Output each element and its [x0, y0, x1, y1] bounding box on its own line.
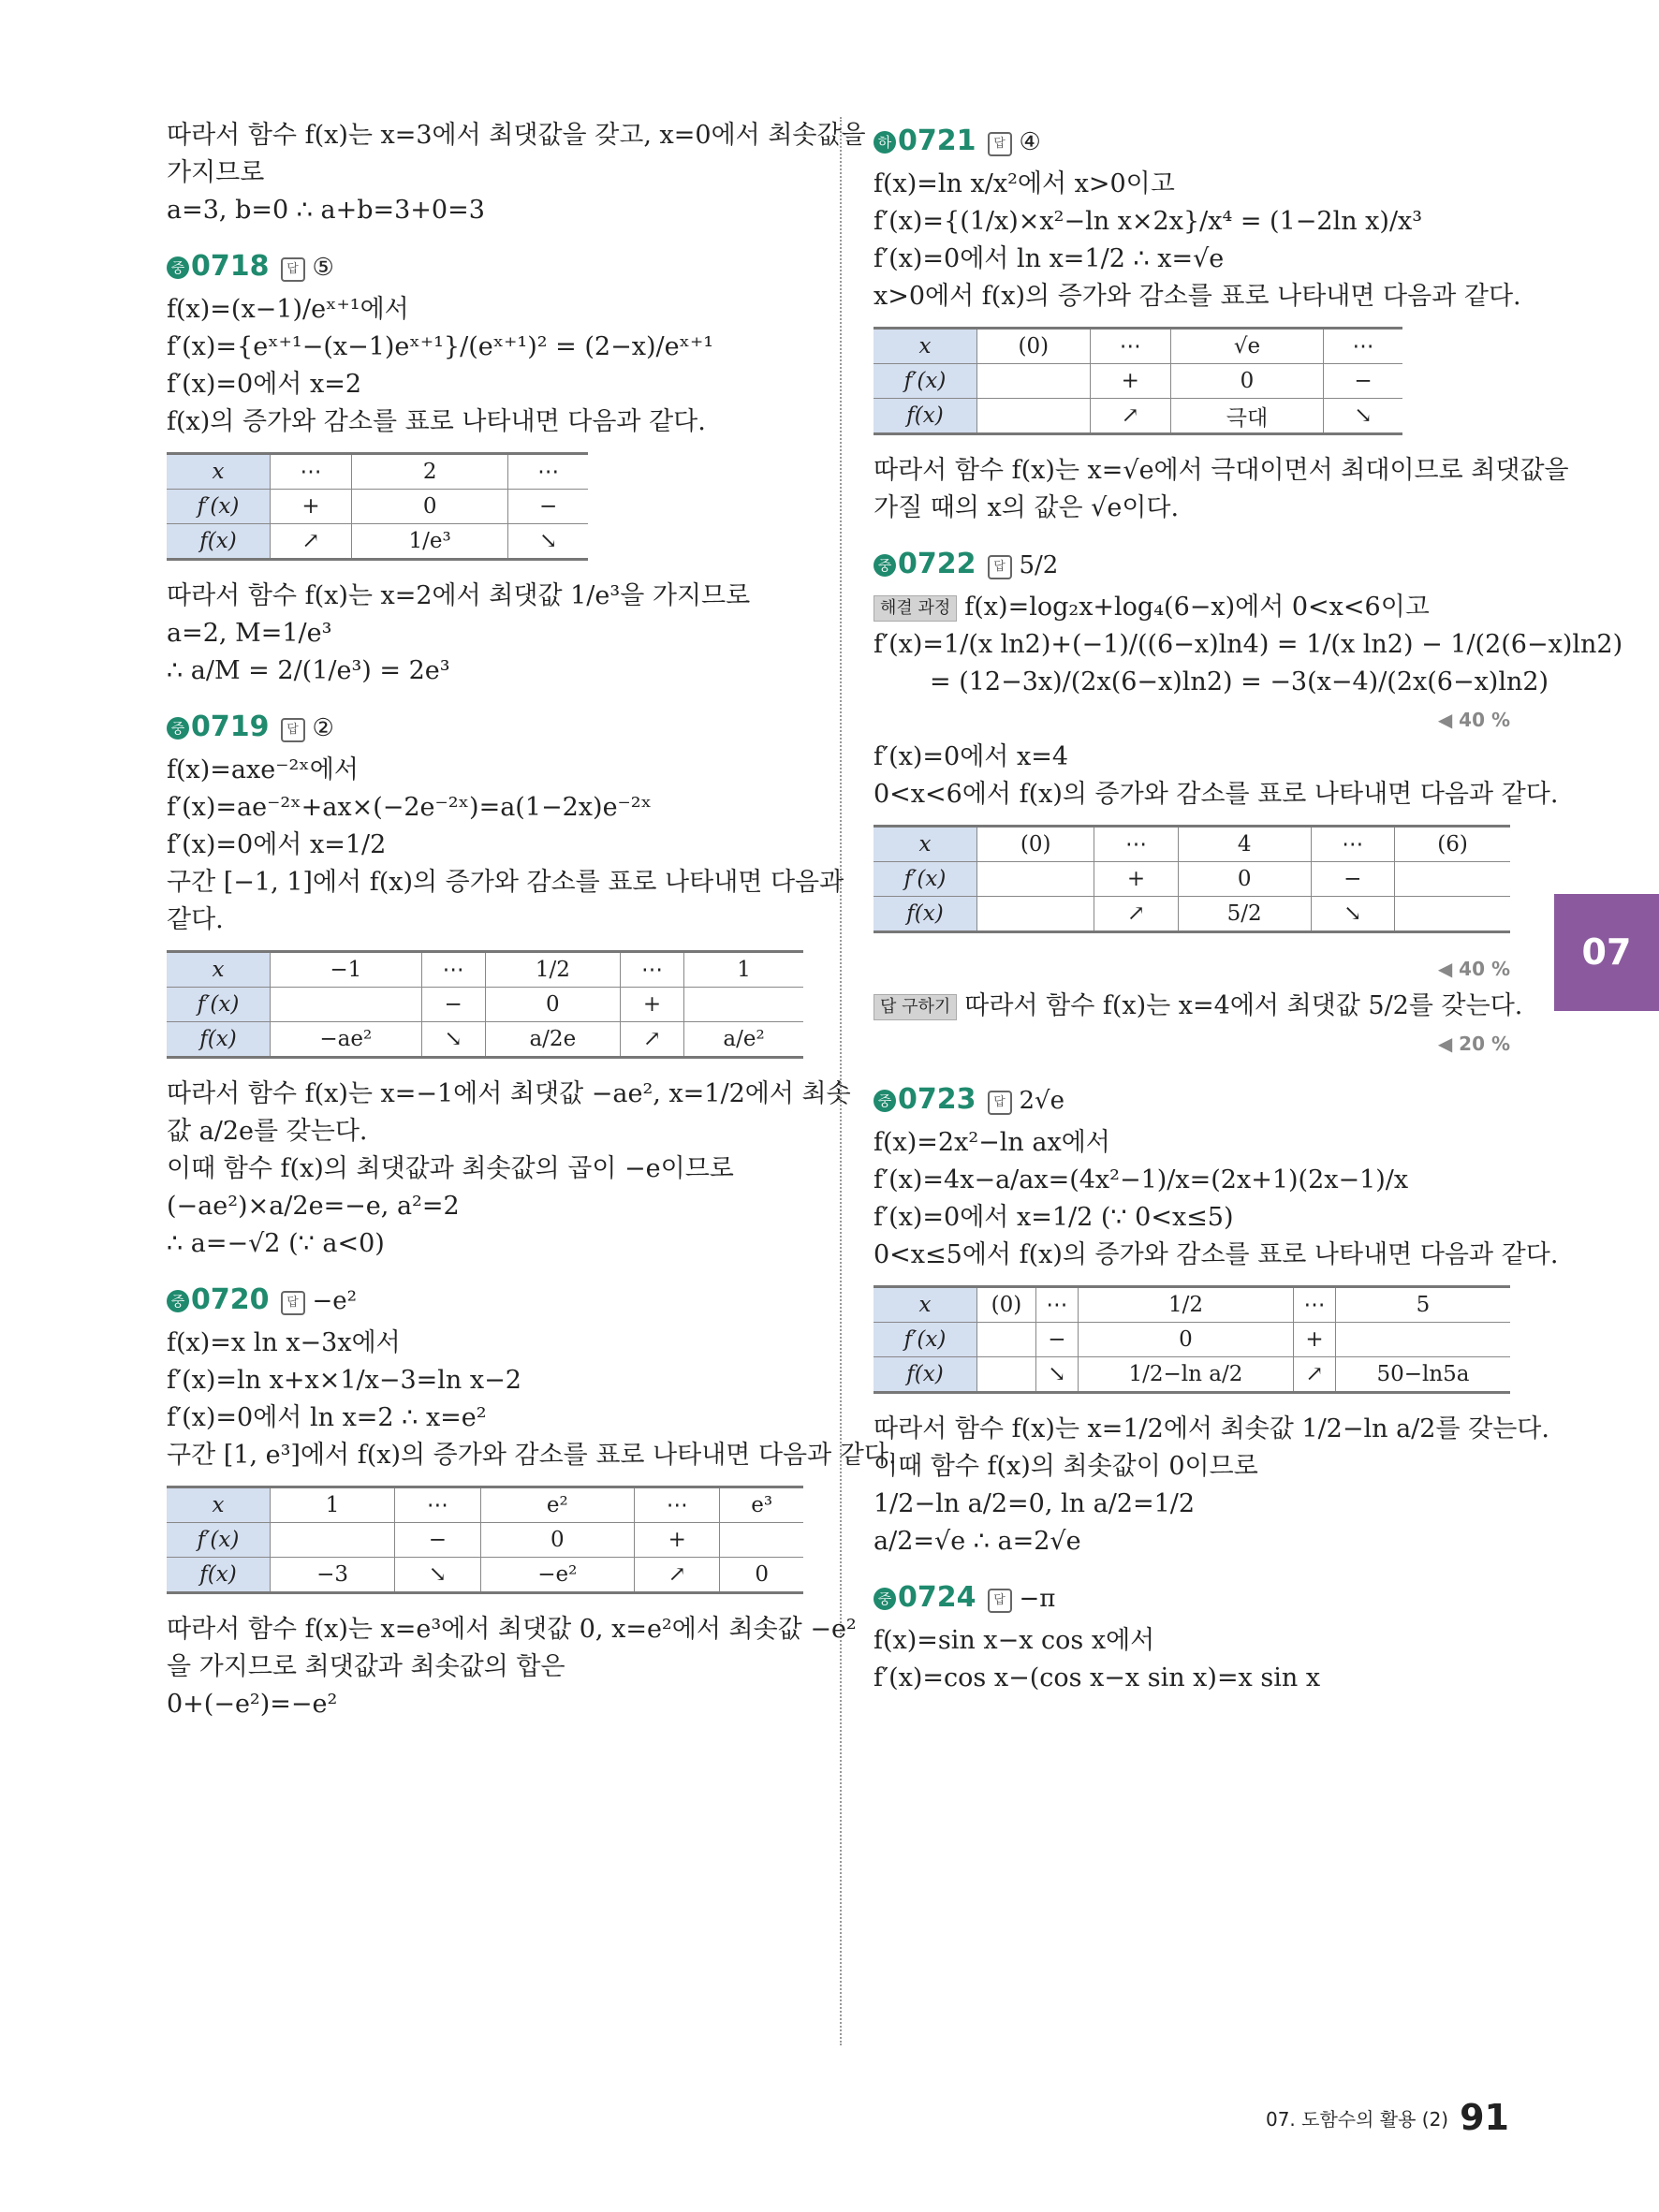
table-cell: − [508, 490, 588, 524]
problem-header [167, 1276, 803, 1325]
answer-badge: 답 [988, 1589, 1012, 1613]
table-cell: √e [1170, 329, 1323, 364]
table-cell: ↗ [634, 1558, 720, 1593]
table-cell: 2 [351, 454, 507, 490]
variation-table [874, 825, 1510, 933]
table-cell [684, 988, 803, 1022]
table-cell: ⋯ [634, 1487, 720, 1523]
text-line: f(x)=axe⁻²ˣ에서 [167, 755, 359, 784]
problem-number: 0719 [191, 710, 270, 743]
answer-badge: 답 [988, 555, 1012, 579]
table-cell: − [421, 988, 485, 1022]
problem-header [874, 1574, 1510, 1622]
table-cell [1395, 862, 1510, 897]
chapter-title: 07. 도함수의 활용 (2) [1265, 2108, 1449, 2131]
problem-header [167, 703, 803, 752]
table-cell: ⋯ [1324, 329, 1402, 364]
table-cell: f′(x) [874, 364, 977, 399]
problem-number: 0718 [191, 250, 270, 283]
text-line: f′(x)=1/(x ln2)+(−1)/((6−x)ln4) = 1/(x ln2) − 1/(2(6−x)ln2) [874, 630, 1623, 659]
table-cell [977, 897, 1094, 932]
table-cell [977, 399, 1091, 434]
text-line: f′(x)=0에서 x=1/2 (∵ 0<x≤5) [874, 1203, 1234, 1232]
table-cell: −1 [271, 952, 422, 988]
text-line: 따라서 함수 f(x)는 x=−1에서 최댓값 −ae², x=1/2에서 최솟 [167, 1079, 851, 1108]
text-line: 따라서 함수 f(x)는 x=√e에서 극대이면서 최대이므로 최댓값을 [874, 456, 1569, 485]
text-line: 0<x≤5에서 f(x)의 증가와 감소를 표로 나타내면 다음과 같다. [874, 1240, 1559, 1269]
table-cell: 극대 [1170, 399, 1323, 434]
text-line: f′(x)=0에서 x=2 [167, 370, 361, 399]
table-cell: ⋯ [395, 1487, 481, 1523]
table-cell: 0 [1170, 364, 1323, 399]
right-column [874, 117, 1623, 1697]
table-cell: f(x) [167, 1558, 271, 1593]
answer-badge: 답 [988, 132, 1012, 156]
page-number: 91 [1460, 2097, 1509, 2138]
table-cell: 0 [720, 1558, 803, 1593]
table-cell: + [271, 490, 352, 524]
table-cell: ↗ [1094, 897, 1179, 932]
text-line: 따라서 함수 f(x)는 x=1/2에서 최솟값 1/2−ln a/2를 갖는다. [874, 1414, 1549, 1443]
text-line: a=3, b=0 ∴ a+b=3+0=3 [167, 196, 485, 225]
table-cell: f′(x) [874, 1323, 977, 1357]
answer-value: ④ [1019, 128, 1041, 156]
problem-header [874, 540, 1510, 589]
table-cell: x [874, 827, 977, 862]
text-line: f′(x)=ln x+x×1/x−3=ln x−2 [167, 1366, 521, 1395]
table-cell: e³ [720, 1487, 803, 1523]
text-line: a=2, M=1/e³ [167, 619, 332, 648]
answer-badge: 답 [281, 1291, 305, 1315]
problem-0723 [874, 1076, 1559, 1560]
table-cell: ⋯ [620, 952, 683, 988]
problem-0720 [167, 1276, 897, 1723]
score-percent: ◀ 40 % [1437, 958, 1510, 980]
table-cell: + [634, 1523, 720, 1558]
table-cell: x [167, 952, 271, 988]
text-line: 1/2−ln a/2=0, ln a/2=1/2 [874, 1489, 1196, 1518]
text-line: ∴ a/M = 2/(1/e³) = 2e³ [167, 656, 450, 685]
table-cell: f(x) [167, 1022, 271, 1058]
table-cell: 4 [1178, 827, 1311, 862]
answer-value: 5/2 [1019, 551, 1059, 579]
text-line: f(x)=sin x−x cos x에서 [874, 1626, 1155, 1655]
table-cell: 1/2−ln a/2 [1078, 1357, 1293, 1393]
answer-value: −π [1019, 1585, 1056, 1613]
table-cell [271, 1523, 395, 1558]
level-badge: 중 [874, 1090, 896, 1112]
table-cell: ↗ [271, 524, 352, 560]
table-cell: ↘ [1324, 399, 1402, 434]
table-cell [271, 988, 422, 1022]
text-line: 0+(−e²)=−e² [167, 1690, 338, 1719]
text-line: x>0에서 f(x)의 증가와 감소를 표로 나타내면 다음과 같다. [874, 282, 1521, 311]
table-cell: ↘ [1311, 897, 1395, 932]
text-line [874, 589, 1510, 626]
table-cell: f(x) [167, 524, 271, 560]
level-badge: 중 [167, 1290, 189, 1312]
text-line: f′(x)={eˣ⁺¹−(x−1)eˣ⁺¹}/(eˣ⁺¹)² = (2−x)/eˣ⁺¹ [167, 332, 714, 361]
answer-value: ⑤ [312, 254, 334, 282]
table-cell [977, 1323, 1036, 1357]
variation-table [167, 950, 803, 1059]
level-badge: 중 [167, 256, 189, 279]
table-cell: ↗ [1294, 1357, 1336, 1393]
problem-0724 [874, 1574, 1510, 1697]
answer-value: ② [312, 714, 334, 742]
text-line: f′(x)=ae⁻²ˣ+ax×(−2e⁻²ˣ)=a(1−2x)e⁻²ˣ [167, 793, 653, 822]
table-cell: + [1094, 862, 1179, 897]
table-cell: − [1035, 1323, 1078, 1357]
text-span: 따라서 함수 f(x)는 x=4에서 최댓값 5/2를 갖는다. [964, 991, 1523, 1020]
answer-badge: 답 [988, 1091, 1012, 1115]
table-cell: + [620, 988, 683, 1022]
text-line: f′(x)=0에서 x=1/2 [167, 830, 387, 859]
table-cell: 0 [351, 490, 507, 524]
problem-number: 0720 [191, 1283, 270, 1316]
text-line: 구간 [−1, 1]에서 f(x)의 증가와 감소를 표로 나타내면 다음과 [167, 868, 844, 897]
text-line: 이때 함수 f(x)의 최댓값과 최솟값의 곱이 −e이므로 [167, 1154, 734, 1183]
table-cell: x [167, 454, 271, 490]
table-cell: ⋯ [421, 952, 485, 988]
text-line [874, 988, 1523, 1025]
table-cell: ⋯ [508, 454, 588, 490]
table-cell: −e² [480, 1558, 634, 1593]
answer-value: −e² [312, 1287, 358, 1315]
table-cell: −3 [271, 1558, 395, 1593]
text-line: f′(x)=cos x−(cos x−x sin x)=x sin x [874, 1663, 1321, 1692]
text-line: f′(x)={(1/x)×x²−ln x×2x}/x⁴ = (1−2ln x)/x³ [874, 207, 1423, 236]
answer-tag: 답 구하기 [874, 994, 957, 1020]
table-cell [720, 1523, 803, 1558]
text-line: 0<x<6에서 f(x)의 증가와 감소를 표로 나타내면 다음과 같다. [874, 780, 1559, 809]
table-cell: 50−ln5a [1335, 1357, 1510, 1393]
problem-number: 0724 [898, 1581, 976, 1614]
variation-table [874, 327, 1402, 435]
text-line: 구간 [1, e³]에서 f(x)의 증가와 감소를 표로 나타내면 다음과 같다. [167, 1441, 897, 1470]
table-cell: − [395, 1523, 481, 1558]
score-percent: ◀ 20 % [1437, 1033, 1510, 1055]
text-line: f(x)=(x−1)/eˣ⁺¹에서 [167, 295, 409, 324]
answer-badge: 답 [281, 257, 305, 282]
table-cell: x [874, 1287, 977, 1323]
table-cell: 1/2 [485, 952, 620, 988]
problem-number: 0723 [898, 1083, 976, 1116]
text-line: f(x)의 증가와 감소를 표로 나타내면 다음과 같다. [167, 407, 706, 436]
text-line: (−ae²)×a/2e=−e, a²=2 [167, 1192, 460, 1221]
level-badge: 중 [874, 554, 896, 577]
text-line: f(x)=ln x/x²에서 x>0이고 [874, 169, 1175, 198]
left-column [167, 117, 897, 1723]
table-cell: 5 [1335, 1287, 1510, 1323]
table-cell: 1 [684, 952, 803, 988]
problem-0721 [874, 117, 1569, 527]
table-cell: e² [480, 1487, 634, 1523]
table-cell [1395, 897, 1510, 932]
table-cell: f′(x) [167, 988, 271, 1022]
text-line: 가질 때의 x의 값은 √e이다. [874, 493, 1180, 522]
level-badge: 중 [167, 717, 189, 740]
problem-header [874, 1076, 1510, 1124]
table-cell: 1/2 [1078, 1287, 1293, 1323]
problem-0722 [874, 540, 1623, 1062]
text-line: f(x)=2x²−ln ax에서 [874, 1128, 1110, 1157]
text-line: 값 a/2e를 갖는다. [167, 1117, 368, 1146]
table-cell: 0 [1078, 1323, 1293, 1357]
table-cell [977, 862, 1094, 897]
table-cell: 0 [1178, 862, 1311, 897]
table-cell: (0) [977, 827, 1094, 862]
table-cell: − [1324, 364, 1402, 399]
table-cell: f′(x) [167, 490, 271, 524]
table-cell: 5/2 [1178, 897, 1311, 932]
table-cell: + [1294, 1323, 1336, 1357]
table-cell: a/2e [485, 1022, 620, 1058]
table-cell [1335, 1323, 1510, 1357]
variation-table [167, 452, 588, 561]
variation-table [874, 1285, 1510, 1394]
table-cell: ⋯ [1294, 1287, 1336, 1323]
chapter-side-tab: 07 [1554, 894, 1659, 1011]
table-cell [977, 1357, 1036, 1393]
problem-0718 [167, 242, 803, 690]
text-line: 을 가지므로 최댓값과 최솟값의 합은 [167, 1652, 565, 1681]
variation-table [167, 1486, 803, 1594]
problem-number: 0721 [898, 125, 976, 157]
level-badge: 중 [874, 1588, 896, 1610]
table-cell: ⋯ [271, 454, 352, 490]
text-span: f(x)=log₂x+log₄(6−x)에서 0<x<6이고 [964, 593, 1430, 622]
problem-header [167, 242, 803, 291]
table-cell: ↘ [1035, 1357, 1078, 1393]
table-cell: x [167, 1487, 271, 1523]
table-cell: ⋯ [1035, 1287, 1078, 1323]
table-cell: a/e² [684, 1022, 803, 1058]
table-cell: ↗ [1090, 399, 1170, 434]
table-cell: f′(x) [167, 1523, 271, 1558]
text-line: 따라서 함수 f(x)는 x=e³에서 최댓값 0, x=e²에서 최솟값 −e² [167, 1615, 857, 1644]
table-cell: ↗ [620, 1022, 683, 1058]
table-cell: 0 [485, 988, 620, 1022]
table-cell [977, 364, 1091, 399]
table-cell: f(x) [874, 1357, 977, 1393]
text-line: a/2=√e ∴ a=2√e [874, 1527, 1081, 1556]
text-line: f(x)=x ln x−3x에서 [167, 1328, 401, 1357]
text-line: 따라서 함수 f(x)는 x=2에서 최댓값 1/e³을 가지므로 [167, 581, 751, 610]
text-line: 같다. [167, 905, 224, 934]
table-cell: − [1311, 862, 1395, 897]
table-cell: x [874, 329, 977, 364]
problem-0719 [167, 703, 851, 1263]
text-line: f′(x)=0에서 ln x=2 ∴ x=e² [167, 1403, 487, 1432]
text-line: 따라서 함수 f(x)는 x=3에서 최댓값을 갖고, x=0에서 최솟값을 [167, 121, 866, 150]
table-cell: f(x) [874, 897, 977, 932]
table-cell: (6) [1395, 827, 1510, 862]
table-cell: ⋯ [1311, 827, 1395, 862]
table-cell: (0) [977, 329, 1091, 364]
answer-value: 2√e [1019, 1087, 1064, 1115]
table-cell: (0) [977, 1287, 1036, 1323]
problem-number: 0722 [898, 548, 976, 580]
page-footer [1266, 2097, 1509, 2138]
text-line: 가지므로 [167, 158, 265, 187]
table-cell: 0 [480, 1523, 634, 1558]
level-badge: 하 [874, 131, 896, 154]
table-cell: 1/e³ [351, 524, 507, 560]
text-line: f′(x)=0에서 x=4 [874, 742, 1068, 771]
solution-process-tag: 해결 과정 [874, 595, 957, 622]
table-cell: 1 [271, 1487, 395, 1523]
table-cell: f(x) [874, 399, 977, 434]
table-cell: f′(x) [874, 862, 977, 897]
table-cell: −ae² [271, 1022, 422, 1058]
text-line: f′(x)=4x−a/ax=(4x²−1)/x=(2x+1)(2x−1)/x [874, 1165, 1409, 1194]
table-cell: ⋯ [1090, 329, 1170, 364]
text-line: f′(x)=0에서 ln x=1/2 ∴ x=√e [874, 244, 1225, 273]
table-cell: ↘ [421, 1022, 485, 1058]
text-line: 이때 함수 f(x)의 최솟값이 0이므로 [874, 1452, 1258, 1481]
text-line: ∴ a=−√2 (∵ a<0) [167, 1229, 385, 1258]
answer-badge: 답 [281, 718, 305, 742]
table-cell: ↘ [395, 1558, 481, 1593]
table-cell: ⋯ [1094, 827, 1179, 862]
table-cell: ↘ [508, 524, 588, 560]
table-cell: + [1090, 364, 1170, 399]
text-line: = (12−3x)/(2x(6−x)ln2) = −3(x−4)/(2x(6−x)ln2) [930, 667, 1549, 696]
score-percent: ◀ 40 % [1437, 709, 1510, 731]
problem-header [874, 117, 1510, 166]
